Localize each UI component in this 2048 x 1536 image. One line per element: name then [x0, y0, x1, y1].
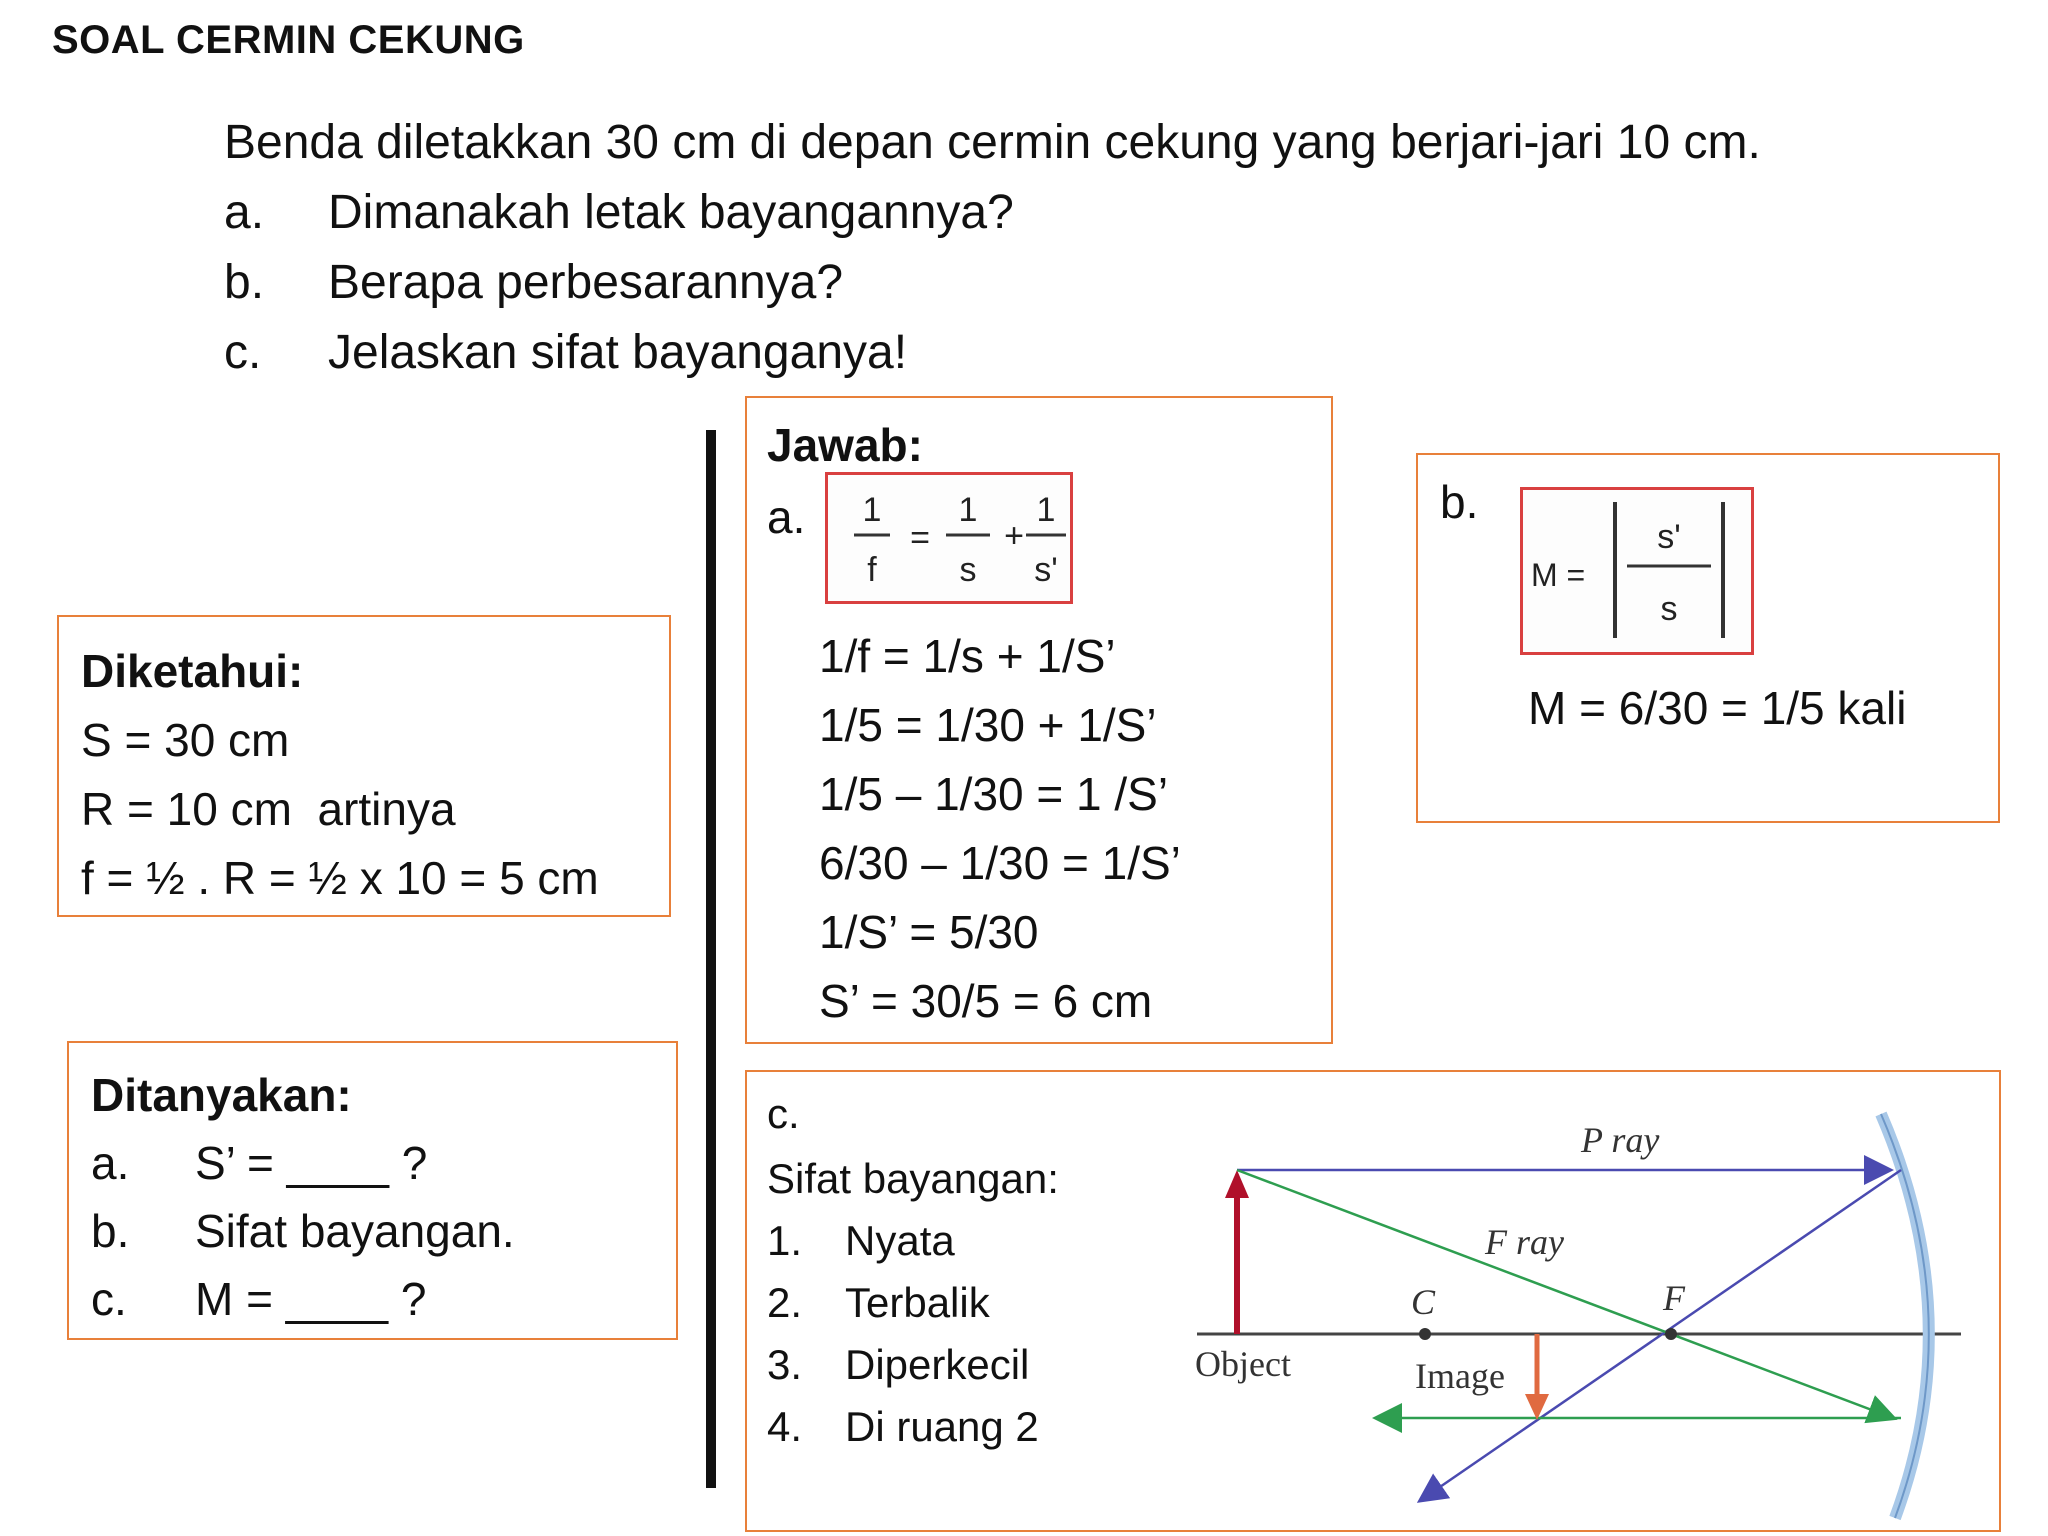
- part-b-box: [1416, 453, 2000, 823]
- mirror-formula-svg: [828, 475, 1070, 601]
- ditanyakan-item-c: [91, 1265, 676, 1333]
- diketahui-box: [57, 615, 671, 917]
- ditanyakan-item-b: [91, 1197, 676, 1265]
- item-label: c.: [91, 1273, 127, 1325]
- jawab-part-label: a.: [767, 491, 806, 543]
- item-text: M = ____ ?: [195, 1273, 427, 1325]
- jawab-heading: Jawab:: [767, 419, 923, 471]
- ditanyakan-box: [67, 1041, 678, 1340]
- item-label: b.: [91, 1205, 130, 1257]
- diketahui-heading: Diketahui:: [81, 645, 304, 697]
- item-label: a.: [224, 186, 265, 239]
- item-text: S’ = ____ ?: [195, 1137, 428, 1189]
- page-title: SOAL CERMIN CEKUNG: [52, 18, 525, 62]
- focal-point: [1665, 1328, 1677, 1340]
- magnification-formula: [1520, 487, 1754, 655]
- item-text: Di ruang 2: [845, 1403, 1039, 1450]
- item-label: c.: [224, 326, 262, 379]
- item-label: 1.: [767, 1217, 803, 1264]
- formula-lhs-num: 1: [862, 491, 882, 529]
- magnification-formula-svg: [1523, 490, 1751, 652]
- part-c-label: c.: [767, 1090, 800, 1137]
- question-text: Benda diletakkan 30 cm di depan cermin cekung yang berjari-jari 10 cm.: [224, 116, 1761, 169]
- formula-m-num: s': [1657, 518, 1681, 556]
- sifat-list: [767, 1148, 1059, 1458]
- concave-mirror: [1881, 1114, 1929, 1518]
- jawab-steps: [819, 622, 1181, 1036]
- item-text: Diperkecil: [845, 1341, 1030, 1388]
- part-c-box: [745, 1070, 2001, 1532]
- image-arrowhead: [1525, 1394, 1549, 1420]
- formula-t2-den: s': [1034, 551, 1058, 589]
- diketahui-line: f = ½ . R = ½ x 10 = 5 cm: [81, 852, 599, 904]
- center-point: [1419, 1328, 1431, 1340]
- question-item-c: [224, 318, 1761, 388]
- step: 1/f = 1/s + 1/S’: [819, 630, 1116, 682]
- item-text: Jelaskan sifat bayanganya!: [328, 326, 908, 379]
- vertical-divider: [706, 430, 716, 1488]
- item-label: a.: [91, 1137, 130, 1189]
- question-item-b: [224, 248, 1761, 318]
- sifat-item: [767, 1210, 1059, 1272]
- ditanyakan-item-a: [91, 1129, 676, 1197]
- f-ray-label: F ray: [1485, 1222, 1564, 1262]
- formula-t2-num: 1: [1036, 491, 1056, 529]
- formula-m-den: s: [1660, 590, 1678, 628]
- mirror-formula: [825, 472, 1073, 604]
- formula-lhs-den: f: [867, 551, 877, 589]
- item-label: 2.: [767, 1279, 803, 1326]
- question-item-a: [224, 178, 1761, 248]
- item-text: Terbalik: [845, 1279, 990, 1326]
- step: S’ = 30/5 = 6 cm: [819, 975, 1153, 1027]
- object-label: Object: [1195, 1344, 1291, 1384]
- magnification-result: M = 6/30 = 1/5 kali: [1528, 682, 1907, 734]
- formula-plus: +: [1004, 517, 1024, 555]
- step: 6/30 – 1/30 = 1/S’: [819, 837, 1181, 889]
- item-label: 3.: [767, 1341, 803, 1388]
- image-label: Image: [1415, 1356, 1505, 1396]
- sifat-item: [767, 1272, 1059, 1334]
- ditanyakan-heading: Ditanyakan:: [91, 1069, 352, 1121]
- sifat-heading: Sifat bayangan:: [767, 1155, 1059, 1202]
- diketahui-line: R = 10 cm artinya: [81, 783, 456, 835]
- sifat-item: [767, 1334, 1059, 1396]
- item-text: Nyata: [845, 1217, 955, 1264]
- f-label: F: [1663, 1278, 1685, 1318]
- item-label: 4.: [767, 1403, 803, 1450]
- formula-m-lhs: M =: [1531, 557, 1586, 593]
- f-ray-incident: [1237, 1170, 1893, 1418]
- c-label: C: [1411, 1282, 1436, 1322]
- formula-eq: =: [910, 519, 930, 557]
- ray-diagram: [1189, 1088, 1989, 1528]
- part-b-label: b.: [1440, 476, 1479, 528]
- p-ray-label: P ray: [1581, 1120, 1660, 1160]
- jawab-box: [745, 396, 1333, 1044]
- diketahui-line: S = 30 cm: [81, 714, 290, 766]
- question: [224, 108, 1761, 388]
- formula-t1-den: s: [959, 551, 977, 589]
- step: 1/S’ = 5/30: [819, 906, 1039, 958]
- item-label: b.: [224, 256, 265, 309]
- item-text: Berapa perbesarannya?: [328, 256, 844, 309]
- item-text: Sifat bayangan.: [195, 1205, 515, 1257]
- sifat-item: [767, 1396, 1059, 1458]
- formula-t1-num: 1: [958, 491, 978, 529]
- step: 1/5 = 1/30 + 1/S’: [819, 699, 1157, 751]
- item-text: Dimanakah letak bayangannya?: [328, 186, 1014, 239]
- step: 1/5 – 1/30 = 1 /S’: [819, 768, 1169, 820]
